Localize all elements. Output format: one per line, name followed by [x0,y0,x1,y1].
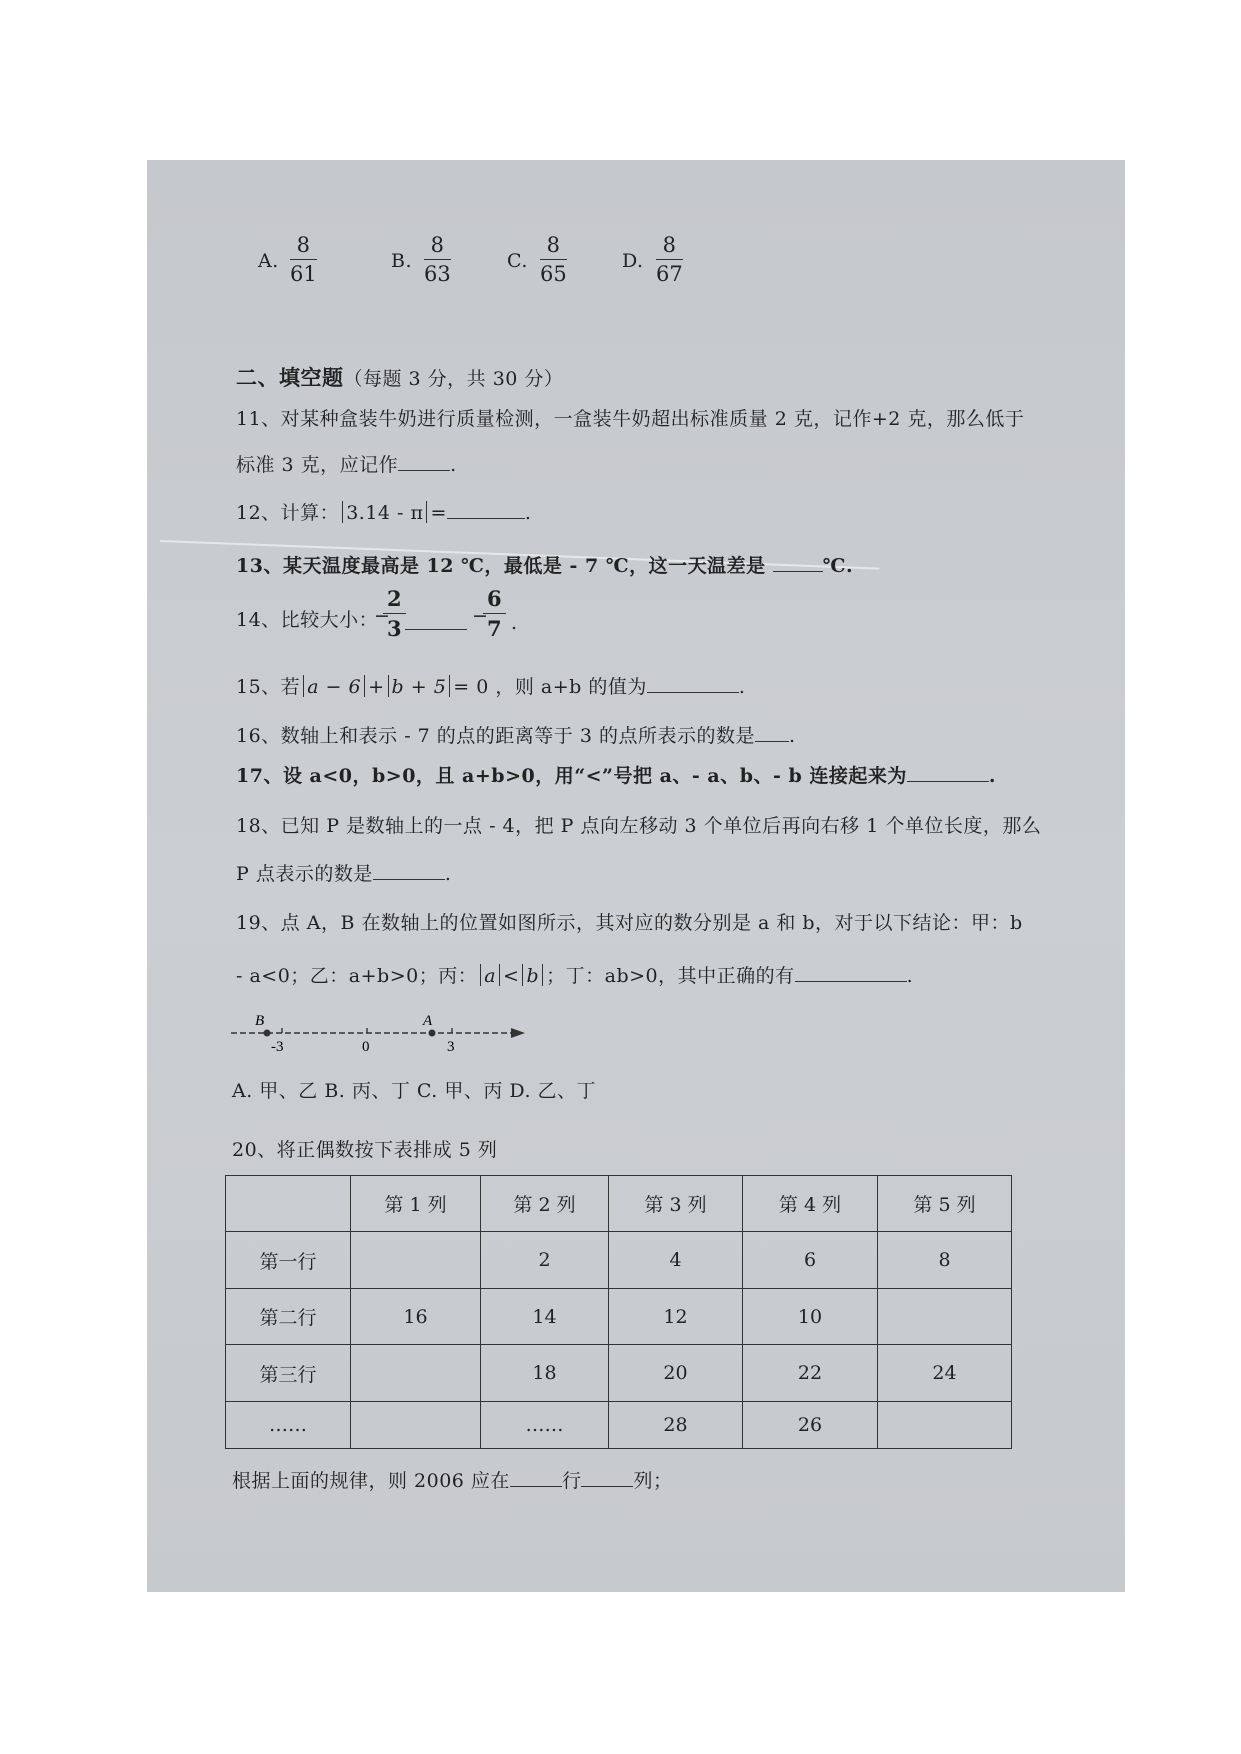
table-header-cell: 第 3 列 [609,1176,743,1232]
abs-bar [499,964,500,986]
question-19-options: A. 甲、乙 B. 丙、丁 C. 甲、丙 D. 乙、丁 [232,1080,597,1102]
table-cell: 20 [609,1345,743,1401]
table-cell: 8 [878,1232,1012,1288]
answer-blank[interactable] [647,691,739,693]
minus-sign: − [472,605,489,627]
answer-blank[interactable] [398,469,450,471]
answer-blank[interactable] [755,740,789,742]
choice-fraction: $\frac{8}{67}$ [656,233,683,286]
table-cell: 第一行 [226,1232,351,1288]
abs-bar [426,501,427,523]
answer-blank[interactable] [447,517,525,519]
table-cell: …… [481,1401,609,1448]
fraction-2-3: $\frac{2}{3}$ [383,586,406,641]
minus-sign: − [374,605,391,627]
point-a [429,1030,436,1037]
question-19-line2: - a<0；乙：a+b>0；丙： a < b ；丁：ab>0，其中正确的有 . [236,965,914,987]
abs-bar [480,964,481,986]
table-cell: 28 [609,1401,743,1448]
choice-fraction: $\frac{8}{63}$ [424,233,451,286]
number-line [225,1010,535,1060]
table-row [226,1232,1012,1288]
table-cell: 24 [878,1345,1012,1401]
tick-label: -3 [271,1039,284,1055]
table-cell [878,1401,1012,1448]
tick-label: 3 [447,1039,455,1055]
table-header-cell: 第 4 列 [743,1176,878,1232]
question-18-line2: P 点表示的数是 . [236,863,452,885]
table-row [226,1288,1012,1344]
table-cell: 16 [351,1288,481,1344]
table-header-row [226,1176,1012,1232]
table-row [226,1345,1012,1401]
abs-bar [303,675,304,697]
axis-arrow [511,1028,525,1038]
table-cell: 10 [743,1288,878,1344]
table-cell [351,1345,481,1401]
even-number-table [225,1175,1012,1449]
table-cell: 2 [481,1232,609,1288]
question-17: 17、设 a<0，b>0，且 a+b>0，用“<”号把 a、- a、b、- b 连接起来为 . [236,765,997,787]
table-cell: 14 [481,1288,609,1344]
choice-fraction: $\frac{8}{61}$ [290,233,317,286]
abs-bar [388,675,389,697]
choice-letter: D. [622,250,644,272]
question-18-line1: 18、已知 P 是数轴上的一点 - 4，把 P 点向左移动 3 个单位后再向右移 1 个单位长度，那么 [236,815,1042,837]
question-15: 15、若 a − 6 + b + 5 = 0 ，则 a+b 的值为 . [236,676,746,698]
table-cell: 第二行 [226,1288,351,1344]
choice-letter: A. [258,250,279,272]
table-cell: 22 [743,1345,878,1401]
label-a: A [423,1013,433,1029]
question-13: 13、某天温度最高是 12 ℃，最低是 - 7 ℃，这一天温差是 ℃. [236,555,854,577]
answer-blank[interactable] [907,780,989,782]
question-19-line1: 19、点 A，B 在数轴上的位置如图所示，其对应的数分别是 a 和 b，对于以下结论：甲：b [236,912,1023,934]
question-11-line2: 标准 3 克，应记作 . [236,454,457,476]
answer-blank[interactable] [373,878,445,880]
question-20-title: 20、将正偶数按下表排成 5 列 [232,1139,498,1161]
abs-bar [342,501,343,523]
table-cell [351,1232,481,1288]
table-header-cell: 第 5 列 [878,1176,1012,1232]
table-cell: 26 [743,1401,878,1448]
table-cell: 12 [609,1288,743,1344]
answer-blank[interactable] [773,570,823,572]
tick-label: 0 [362,1039,370,1055]
label-b: B [255,1013,265,1029]
choice-fraction: $\frac{8}{65}$ [540,233,567,286]
question-11-line1: 11、对某种盒装牛奶进行质量检测，一盒装牛奶超出标准质量 2 克，记作+2 克，那么低于 [236,408,1025,430]
abs-bar [542,964,543,986]
answer-blank-column[interactable] [581,1485,633,1487]
question-12: 12、计算： 3.14 - π = . [236,502,532,524]
fraction-6-7: $\frac{6}{7}$ [483,586,506,641]
point-b [264,1030,271,1037]
table-header-cell [226,1176,351,1232]
table-cell: 6 [743,1232,878,1288]
choice-letter: B. [391,250,413,272]
table-cell [351,1401,481,1448]
table-row [226,1401,1012,1448]
table-cell: …… [226,1401,351,1448]
section-heading: 二、填空题（每题 3 分，共 30 分） [236,365,564,390]
choice-letter: C. [507,250,528,272]
abs-bar [364,675,365,697]
table-header-cell: 第 2 列 [481,1176,609,1232]
table-cell: 第三行 [226,1345,351,1401]
question-20-footer: 根据上面的规律，则 2006 应在 行 列； [232,1470,673,1492]
table-cell [878,1288,1012,1344]
table-cell: 18 [481,1345,609,1401]
answer-blank[interactable] [795,980,907,982]
table-header-cell: 第 1 列 [351,1176,481,1232]
abs-bar [522,964,523,986]
answer-blank-row[interactable] [510,1485,562,1487]
answer-blank[interactable] [405,628,467,630]
question-16: 16、数轴上和表示 - 7 的点的距离等于 3 的点所表示的数是 . [236,725,796,747]
table-cell: 4 [609,1232,743,1288]
abs-bar [449,675,450,697]
